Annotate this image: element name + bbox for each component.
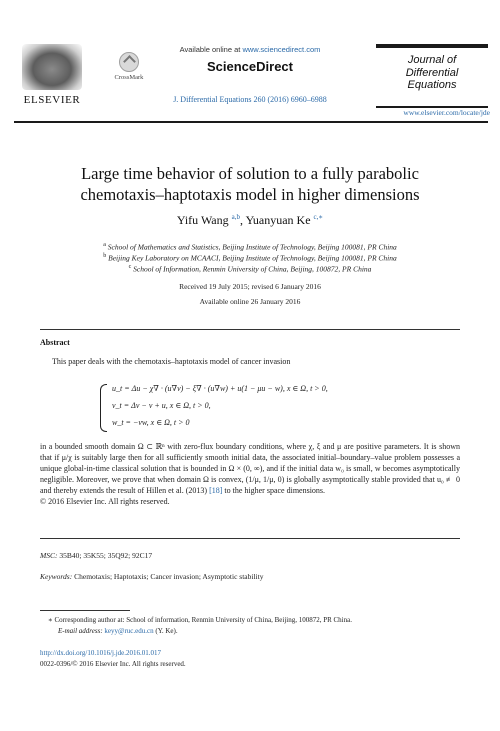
elsevier-tree-emblem	[22, 44, 82, 90]
affiliation-mark: b	[103, 253, 107, 259]
footnote-divider	[40, 610, 130, 611]
keywords-values: Chemotaxis; Haptotaxis; Cancer invasion; Asymptotic stability	[72, 572, 264, 581]
corresponding-author-text: Corresponding author at: School of information, Renmin University of China, Beijing, 100872, PR China.	[54, 616, 352, 624]
available-online-line	[150, 45, 350, 54]
abstract-body	[40, 441, 460, 507]
journal-name-line: Equations	[407, 79, 457, 91]
title-line: chemotaxis–haptotaxis model in higher dimensions	[80, 185, 420, 204]
abstract-text-tail: to the higher space dimensions.	[222, 486, 326, 495]
available-online-date: Available online 26 January 2016	[199, 297, 301, 306]
left-brace	[100, 384, 107, 432]
doi-link[interactable]: http://dx.doi.org/10.1016/j.jde.2016.01.017	[40, 649, 162, 657]
keywords	[40, 572, 263, 581]
email-note	[58, 627, 478, 635]
footnote-star: ∗	[48, 616, 53, 624]
affiliation	[60, 264, 440, 274]
msc-label: MSC:	[40, 551, 58, 560]
paper-title	[30, 163, 470, 205]
journal-logo-box	[376, 44, 488, 108]
available-prefix: Available online at	[179, 45, 243, 54]
email-suffix: (Y. Ke).	[153, 627, 178, 635]
elsevier-logo	[14, 44, 90, 106]
affiliation-text: School of Information, Renmin University of China, Beijing, 100872, PR China	[133, 264, 372, 274]
author-affiliation-marks[interactable]: c,∗	[313, 213, 324, 221]
affiliation-mark: c	[128, 264, 132, 270]
abstract-heading: Abstract	[40, 338, 70, 347]
author-list: Yifu Wang $^{a,b}$, Yuanyuan Ke $^{c,∗}$	[176, 213, 324, 227]
abstract-text: in a bounded smooth domain Ω ⊂ ℝⁿ with zero-flux boundary conditions, where χ, ξ and μ are positive parameters. It is shown that if μ/χ is suitably large then for all sufficiently smooth initial data, the associated initial–boundary–value problem possesses a unique global-in-time classical solution that is bounded in Ω × (0, ∞), and if the initial data w₀ is small, w becomes asymptotically negligible. Moreover, we prove that when domain Ω is convex, (1/μ, 1/μ, 0) is globally asymptotically stable provided that u₀ ≢ 0 and thereby extends the result of Hillen et al. (2013)	[40, 442, 460, 495]
received-dates: Received 19 July 2015; revised 6 January 2016	[179, 282, 321, 291]
author-name: Yifu Wang	[176, 213, 229, 227]
title-line: Large time behavior of solution to a fully parabolic	[81, 164, 419, 183]
equation-line: v_t = Δv − v + u, x ∈ Ω, t > 0,	[112, 401, 211, 410]
affiliation-mark: a	[103, 242, 106, 248]
msc-codes	[40, 551, 152, 560]
journal-reference[interactable]: J. Differential Equations 260 (2016) 6960–6988	[173, 95, 327, 104]
publisher-wordmark: ELSEVIER	[23, 94, 81, 106]
affiliation	[60, 242, 440, 252]
affiliation-text: Beijing Key Laboratory on MCAACI, Beijing Institute of Technology, Beijing 100081, PR China	[108, 253, 397, 263]
equation-system	[100, 382, 400, 432]
crossmark-label: CrossMark	[114, 74, 144, 81]
keywords-label: Keywords:	[40, 572, 73, 581]
journal-name-line: Differential	[405, 66, 459, 79]
crossmark-badge[interactable]	[109, 52, 149, 86]
abstract-bottom-divider	[40, 538, 460, 539]
copyright-line: © 2016 Elsevier Inc. All rights reserved.	[40, 497, 170, 506]
abstract-intro: This paper deals with the chemotaxis–haptotaxis model of cancer invasion	[52, 357, 291, 366]
email-label: E-mail address:	[58, 627, 103, 635]
abstract-top-divider	[40, 329, 460, 330]
author-affiliation-marks[interactable]: a,b	[231, 213, 240, 221]
journal-name-line: Journal of	[407, 54, 457, 66]
corresponding-author-note	[48, 616, 468, 624]
journal-name	[376, 54, 488, 92]
issn-line: 0022-0396/© 2016 Elsevier Inc. All rights reserved.	[40, 660, 186, 668]
affiliation-text: School of Mathematics and Statistics, Beijing Institute of Technology, Beijing 100081, PR China	[107, 242, 397, 252]
author-name: Yuanyuan Ke	[245, 213, 311, 227]
msc-values: 35B40; 35K55; 35Q92; 92C17	[57, 551, 153, 560]
crossmark-icon	[119, 52, 139, 72]
sciencedirect-link[interactable]: www.sciencedirect.com	[242, 45, 321, 54]
email-link[interactable]: keyy@ruc.edu.cn	[104, 627, 154, 635]
equation-line: u_t = Δu − χ∇ · (u∇v) − ξ∇ · (u∇w) + u(1 − μu − w), x ∈ Ω, t > 0,	[112, 384, 328, 393]
journal-homepage-link[interactable]: www.elsevier.com/locate/jde	[403, 108, 490, 117]
header-divider	[14, 121, 488, 123]
equation-line: w_t = −vw, x ∈ Ω, t > 0	[112, 418, 190, 427]
platform-name: ScienceDirect	[207, 59, 293, 74]
reference-link[interactable]: [18]	[209, 486, 223, 495]
affiliation	[60, 253, 440, 263]
